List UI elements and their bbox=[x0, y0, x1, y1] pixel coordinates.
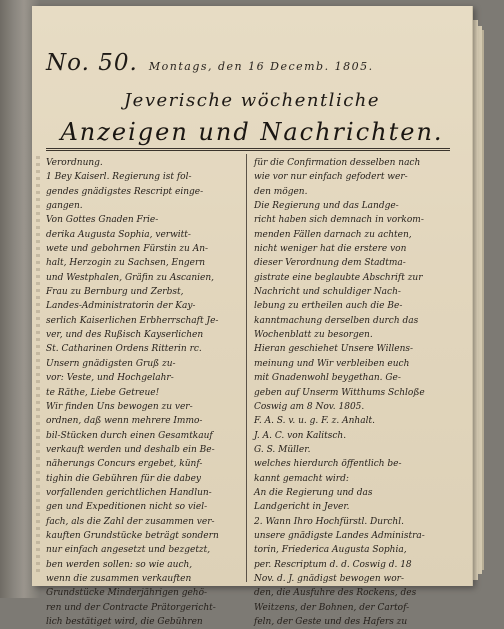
text-line: vorfallenden gerichtlichen Handlun- bbox=[46, 487, 212, 498]
text-line: gen und Expeditionen nicht so viel- bbox=[46, 502, 208, 513]
text-line: menden Fällen darnach zu achten, bbox=[254, 229, 412, 240]
text-line: näherungs Concurs ergebet, künf- bbox=[46, 459, 203, 470]
text-line: wenn die zusammen verkauften bbox=[46, 573, 192, 584]
column-divider bbox=[246, 154, 247, 582]
text-line: wete und gebohrnen Fürstin zu An- bbox=[46, 244, 209, 255]
text-line: und Westphalen, Gräfin zu Ascanien, bbox=[46, 272, 215, 283]
issue-date: Montags, den 16 Decemb. 1805. bbox=[148, 60, 374, 73]
text-line: 2. Wann Ihro Hochfürstl. Durchl. bbox=[254, 516, 404, 527]
text-line: Landes-Administratorin der Kay- bbox=[46, 301, 196, 312]
text-line: gistrate eine beglaubte Abschrift zur bbox=[254, 272, 423, 283]
text-line: Coswig am 8 Nov. 1805. bbox=[254, 401, 365, 412]
text-line: ren und der Contracte Prätorgericht- bbox=[46, 602, 216, 613]
text-line: J. A. C. von Kalitsch. bbox=[254, 430, 347, 441]
text-line: den, die Ausfuhre des Rockens, des bbox=[254, 588, 417, 599]
text-line: St. Catharinen Ordens Ritterin rc. bbox=[46, 344, 202, 355]
text-line: Nachricht und schuldiger Nach- bbox=[254, 287, 401, 298]
masthead bbox=[46, 50, 454, 80]
text-line: unsere gnädigste Landes Administra- bbox=[254, 530, 425, 541]
text-line: Hieran geschiehet Unsere Willens- bbox=[254, 344, 414, 355]
text-line: 1 Bey Kaiserl. Regierung ist fol- bbox=[46, 172, 192, 183]
text-line: lebung zu ertheilen auch die Be- bbox=[254, 301, 403, 312]
text-line: für die Confirmation desselben nach bbox=[254, 158, 421, 168]
text-line: wie vor nur einfach gefodert wer- bbox=[254, 172, 408, 183]
text-line: Frau zu Bernburg und Zerbst, bbox=[46, 287, 184, 298]
text-line: G. S. Müller. bbox=[254, 444, 311, 455]
text-line: Von Gottes Gnaden Frie- bbox=[46, 215, 159, 226]
binding-margin bbox=[36, 156, 40, 576]
text-line: kannt gemacht wird: bbox=[254, 473, 349, 484]
text-line: vor: Veste, und Hochgelahr- bbox=[46, 373, 174, 384]
text-line: dieser Verordnung dem Stadtma- bbox=[254, 258, 406, 269]
text-line: mit Gnadenwohl beygethan. Ge- bbox=[254, 373, 401, 384]
text-line: Unsern gnädigsten Gruß zu- bbox=[46, 358, 176, 369]
text-line: kauften Grundstücke beträgt sondern bbox=[46, 530, 219, 541]
text-line: richt haben sich demnach in vorkom- bbox=[254, 215, 424, 226]
text-line: bil-Stücken durch einen Gesamtkauf bbox=[46, 430, 213, 441]
left-column-text bbox=[46, 156, 242, 627]
text-line: Nov. d. J. gnädigst bewogen wor- bbox=[254, 573, 404, 584]
text-line: ver, und des Rußisch Kayserlichen bbox=[46, 330, 204, 341]
text-line: kanntmachung derselben durch das bbox=[254, 315, 419, 326]
text-line: derika Augusta Sophia, verwitt- bbox=[46, 229, 191, 240]
text-line: halt, Herzogin zu Sachsen, Engern bbox=[46, 258, 206, 269]
text-line: per. Rescriptum d. d. Coswig d. 18 bbox=[254, 559, 412, 570]
text-line: Wochenblatt zu besorgen. bbox=[254, 330, 373, 341]
text-line: F. A. S. v. u. g. F. z. Anhalt. bbox=[254, 416, 375, 427]
text-line: Landgericht in Jever. bbox=[254, 502, 350, 513]
text-line: nicht weniger hat die erstere von bbox=[254, 244, 407, 255]
text-line: meinung und Wir verbleiben euch bbox=[254, 358, 410, 369]
text-line: welches hierdurch öffentlich be- bbox=[254, 459, 402, 470]
text-line: Weitzens, der Bohnen, der Cartof- bbox=[254, 602, 410, 613]
text-line: tighin die Gebühren für die dabey bbox=[46, 473, 201, 484]
text-line: Grundstücke Minderjährigen gehö- bbox=[46, 588, 208, 599]
issue-number: No. 50. bbox=[46, 50, 138, 76]
newspaper-page bbox=[32, 6, 472, 627]
text-line: torin, Friederica Augusta Sophia, bbox=[254, 545, 407, 556]
text-line: Die Regierung und das Landge- bbox=[254, 201, 399, 212]
text-line: Verordnung. bbox=[46, 158, 103, 168]
text-line: feln, der Geste und des Hafers zu bbox=[254, 617, 408, 627]
title-rule bbox=[46, 148, 450, 151]
right-column-text bbox=[254, 156, 454, 627]
page-edge-shadow bbox=[482, 30, 484, 570]
newspaper-title-line-2: Anzeigen und Nachrichten. bbox=[60, 118, 444, 146]
text-line: gendes gnädigstes Rescript einge- bbox=[46, 186, 204, 197]
text-line: te Räthe, Liebe Getreue! bbox=[46, 387, 160, 398]
text-line: An die Regierung und das bbox=[254, 487, 373, 498]
text-line: geben auf Unserm Witthums Schloße bbox=[254, 387, 425, 398]
text-line: den mögen. bbox=[254, 186, 308, 197]
text-line: ordnen, daß wenn mehrere Immo- bbox=[46, 416, 203, 427]
text-line: fach, als die Zahl der zusammen ver- bbox=[46, 516, 215, 527]
text-line: verkauft werden und deshalb ein Be- bbox=[46, 444, 215, 455]
text-line: gangen. bbox=[46, 201, 83, 212]
text-line: serlich Kaiserlichen Erbherrschaft Je- bbox=[46, 315, 219, 326]
text-line: Wir finden Uns bewogen zu ver- bbox=[46, 401, 193, 412]
text-line: ben werden sollen: so wie auch, bbox=[46, 559, 193, 570]
newspaper-title-line-1: Jeverische wöchentliche bbox=[123, 90, 381, 111]
text-line: lich bestätiget wird, die Gebühren bbox=[46, 617, 203, 627]
text-line: nur einfach angesetzt und bezgetzt, bbox=[46, 545, 211, 556]
